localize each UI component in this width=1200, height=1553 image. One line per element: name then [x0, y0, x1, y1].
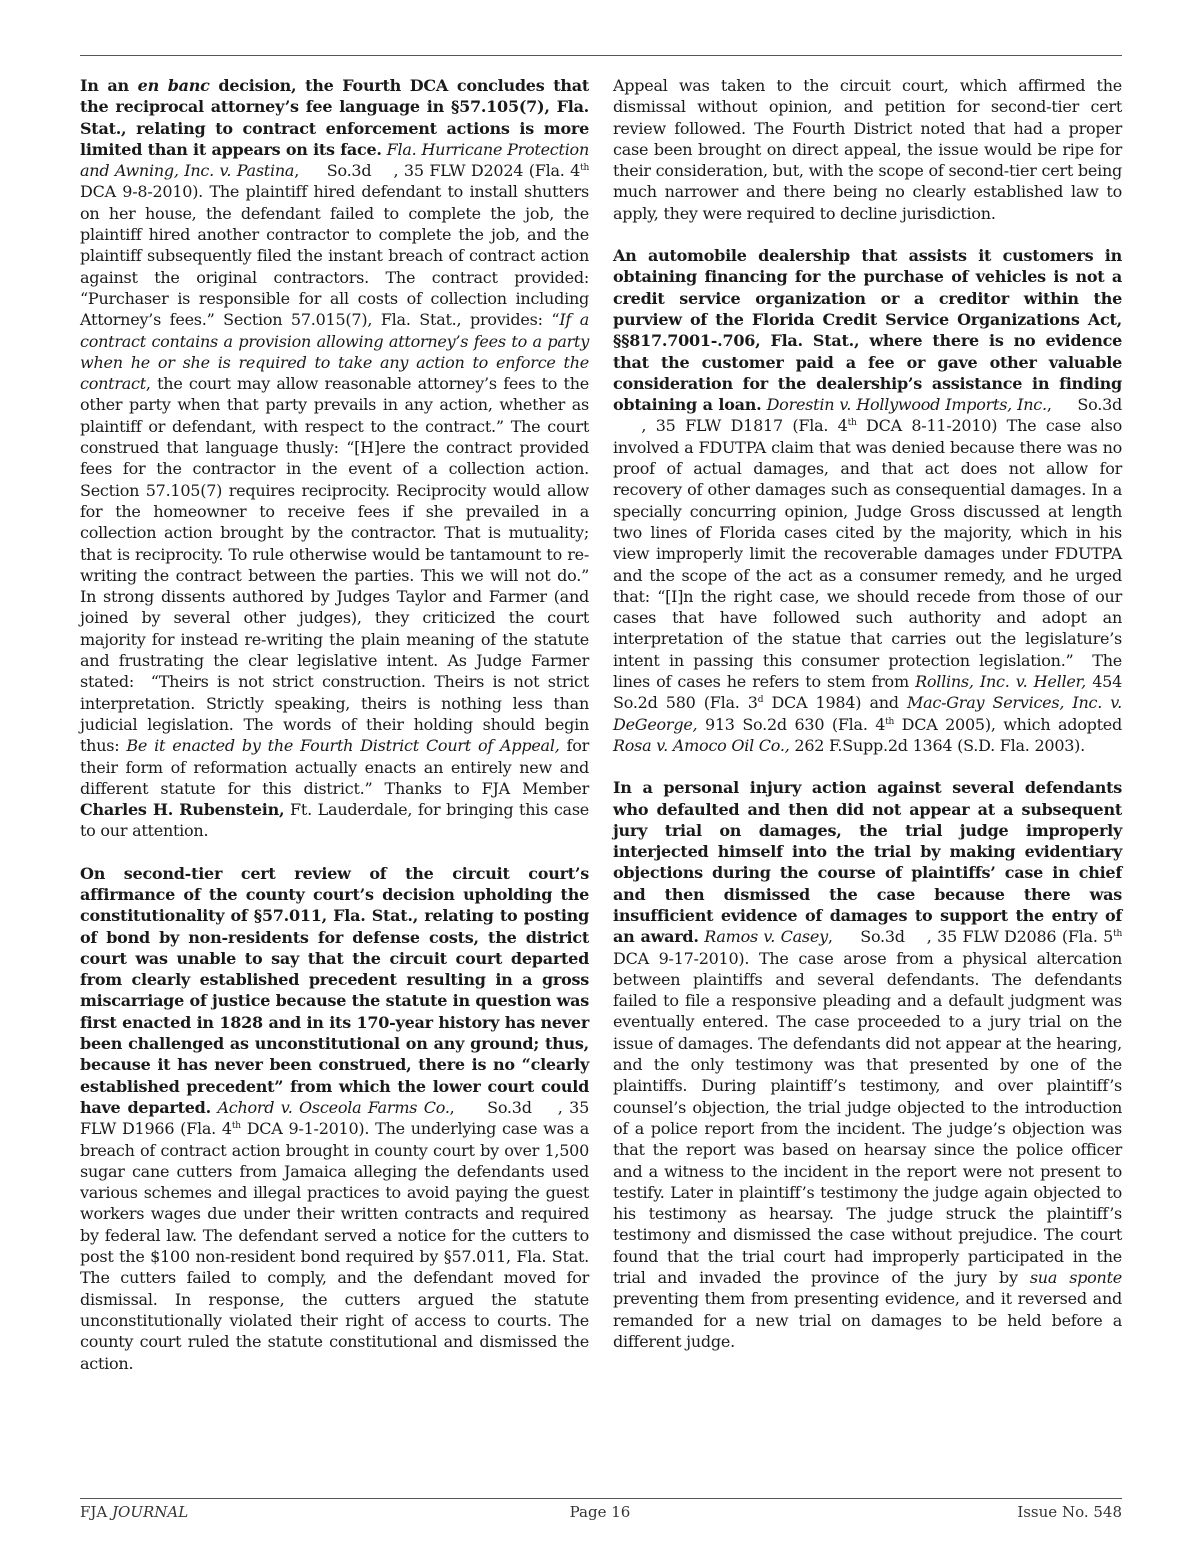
text-run: On second-tier cert review of the circuit court’s affirmance of the county court’s decision upholding the constitutionality of §57.011, Fla. Stat., relating to posting of bond by non-residents for defense costs, the district court was unable to say that the circuit court departed from clearly established precedent resulting in a gross miscarriage of justice because the statute in question was first enacted in 1828 and in its 170-year history has never been challenged as unconstitutional on any ground; thus, because it has never been construed, there is no “clearly established precedent” from which the lower court could have departed. — [80, 863, 589, 1117]
text-run: DCA 2005), which adopted — [894, 714, 1122, 734]
text-run: Mac-Gray Services, Inc. v. DeGeorge, — [613, 693, 1122, 734]
article-paragraph — [80, 863, 589, 1374]
text-run: An automobile dealership that assists it customers in obtaining financing for the purchase of vehicles is not a credit service organization or a creditor within the purview of the Florida Credit Service Organizations Act, §§817.7001-.706, Fla. Stat., where there is no evidence that the customer paid a fee or gave other valuable consideration for the dealership’s assistance in finding obtaining a loan. — [613, 246, 1122, 415]
article-paragraph — [80, 75, 589, 842]
left-column — [80, 75, 589, 1395]
article-paragraph — [613, 245, 1122, 756]
footer-publication-name: JOURNAL — [112, 1503, 189, 1521]
text-run: In an — [80, 76, 138, 95]
text-run: Ramos v. Casey — [698, 927, 828, 947]
text-run: Charles H. Rubenstein, — [80, 800, 285, 820]
text-run: preventing them from presenting evidence, and it reversed and remanded for a new trial on damages to be held before a different judge. — [613, 1289, 1122, 1351]
text-run: Dorestin v. Hollywood Imports, Inc. — [761, 395, 1047, 415]
text-run: If a contract contains a provision allowing attorney’s fees to a party when he or she is required to take any action to enforce the contract — [80, 310, 589, 394]
text-run: , the court may allow reasonable attorney’s fees to the other party when that party prevails in any action, whether as plaintiff or defendant, with respect to the contract.” The court construed that language thusly: “[H]ere the contract provided fees for the contractor in the event of a collection action. Section 57.105(7) requires reciprocity. Reciprocity would allow for the homeowner to receive fees if she prevailed in a collection action brought by the contractor. That is mutuality; that is reciprocity. To rule otherwise would be tantamount to re-writing the contract between the parties. This we will not do.” In strong dissents authored by Judges Taylor and Farmer (and joined by several other judges), they criticized the court majority for instead re-writing the plain meaning of the statute and frustrating the clear legislative intent. As Judge Farmer stated: “Theirs is not strict construction. Theirs is not strict interpretation. Strictly speaking, theirs is nothing less than judicial legislation. The words of their holding should begin thus: — [80, 374, 589, 756]
text-run: DCA 8-11-2010) The case also involved a FDUTPA claim that was denied because there was no proof of actual damages, and that act does not allow for recovery of other damages such as consequential damages. In a specially concurring opinion, Judge Gross discussed at length two lines of Florida cases cited by the majority, which in his view improperly limit the recoverable damages under FDUTPA and the scope of the act as a consumer remedy, and he urged that: “[I]n the right case, we should recede from those of our cases that have followed such authority and adopt an interpretation of the statue that carries out the legislature’s intent in passing this consumer protection legislation.” The lines of cases he refers to stem from — [613, 416, 1122, 692]
text-run: Achord v. Osceola Farms Co. — [210, 1097, 450, 1117]
article-paragraph — [613, 777, 1122, 1352]
text-run: en banc — [137, 76, 210, 95]
text-run: Be it enacted by the Fourth District Court of Appeal, — [126, 736, 560, 756]
footer-rule — [80, 1498, 1122, 1499]
text-run: , So.3d , 35 FLW D2086 (Fla. 5 — [827, 927, 1114, 947]
text-run: th — [847, 418, 857, 429]
text-run: d — [757, 695, 764, 706]
text-run: DCA 1984) and — [763, 693, 907, 713]
text-run: 913 So.2d 630 (Fla. 4 — [697, 714, 886, 734]
text-run: , So.3d , 35 FLW D1817 (Fla. 4 — [613, 395, 1123, 436]
footer-page-number: Page 16 — [569, 1503, 631, 1521]
article-paragraph — [613, 75, 1122, 224]
text-run: th — [231, 1121, 241, 1132]
text-run: Ft. Lauderdale, for bringing this case to our attention. — [80, 800, 589, 841]
text-run: th — [885, 716, 895, 727]
text-run: DCA 9-17-2010). The case arose from a physical altercation between plaintiffs and several defendants. The defendants failed to file a responsive pleading and a default judgment was eventually entered. The case proceeded to a jury trial on the issue of damages. The defendants did not appear at the hearing, and the only testimony was that presented by one of the plaintiffs. During plaintiff’s testimony, and over plaintiff’s counsel’s objection, the trial judge objected to the introduction of a police report from the incident. The judge’s objection was that the report was based on hearsay since the police officer and a witness to the incident in the report were not present to testify. Later in plaintiff’s testimony the judge again objected to his testimony as hearsay. The judge struck the plaintiff’s testimony and dismissed the case without prejudice. The court found that the trial court had improperly participated in the trial and invaded the province of the jury by — [613, 948, 1122, 1288]
text-run: for their form of reformation actually enacts an entirely new and different statute for this district.” Thanks to FJA Member — [80, 736, 589, 798]
text-run: sua sponte — [1029, 1268, 1122, 1288]
footer-publication-prefix: FJA — [80, 1503, 113, 1521]
text-run: Rollins, Inc. v. Heller, — [915, 672, 1087, 692]
text-run: 454 So.2d 580 (Fla. 3 — [613, 672, 1123, 713]
right-column — [613, 75, 1122, 1373]
top-rule — [80, 55, 1122, 56]
text-run: , So.3d , 35 FLW D2024 (Fla. 4 — [294, 161, 581, 181]
text-run: In a personal injury action against several defendants who defaulted and then did not appear at a subsequent jury trial on damages, the trial judge improperly interjected himself into the trial by making evidentiary objections during the course of plaintiffs’ case in chief and then dismissed the case because there was insufficient evidence of damages to support the entry of an award. — [613, 778, 1122, 947]
text-run: 262 F.Supp.2d 1364 (S.D. Fla. 2003). — [789, 735, 1086, 755]
text-run: DCA 9-8-2010). The plaintiff hired defendant to install shutters on her house, the defendant failed to complete the job, the plaintiff hired another contractor to complete the job, and the plaintiff subsequently filed the instant breach of contract action against the original contractors. The contract provided: “Purchaser is responsible for all costs of collection including Attorney’s fees.” Section 57.015(7), Fla. Stat., provides: “ — [80, 182, 589, 330]
text-run: , So.3d , 35 FLW D1966 (Fla. 4 — [80, 1097, 589, 1139]
text-run: Appeal was taken to the circuit court, which affirmed the dismissal without opinion, and petition for second-tier cert review followed. The Fourth District noted that had a proper case been brought on direct appeal, the issue would be ripe for their consideration, but, with the scope of second-tier cert being much narrower and there being no clearly established law to apply, they were required to decline jurisdiction. — [613, 76, 1122, 223]
text-run: Rosa v. Amoco Oil Co., — [613, 735, 790, 755]
text-run: DCA 9-1-2010). The underlying case was a breach of contract action brought in county court by over 1,500 sugar cane cutters from Jamaica alleging the defendants used various schemes and illegal practices to avoid paying the guest workers wages due under their written contracts and required by federal law. The defendant served a notice for the cutters to post the $100 non-resident bond required by §57.011, Fla. Stat. The cutters failed to comply, and the defendant moved for dismissal. In response, the cutters argued the statute unconstitutionally violated their right of access to courts. The county court ruled the statute constitutional and dismissed the action. — [80, 1119, 590, 1373]
text-run: th — [580, 163, 589, 174]
text-run: Fla. Hurricane Protection and Awning, Inc. v. Pastina — [80, 139, 589, 181]
footer-issue-number: Issue No. 548 — [1017, 1503, 1122, 1521]
text-run: th — [1113, 929, 1123, 940]
text-run: decision, the Fourth DCA concludes that the reciprocal attorney’s fee language in §57.105(7), Fla. Stat., relating to contract enforcement actions is more limited than it appears on its face. — [80, 76, 589, 159]
